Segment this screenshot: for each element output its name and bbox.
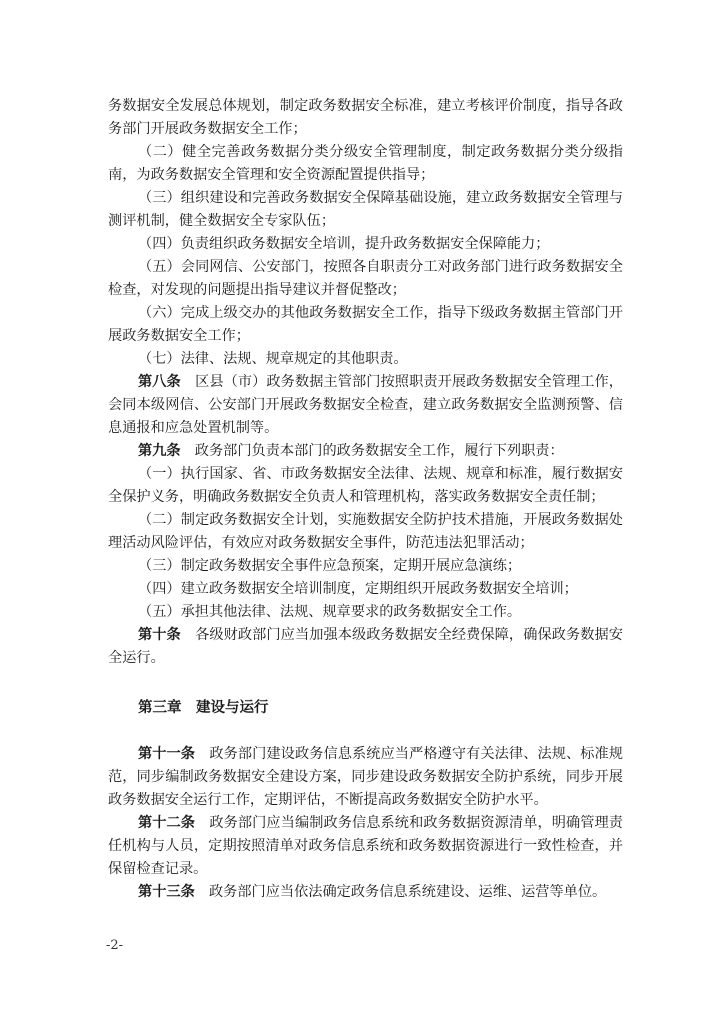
paragraph-text: 各级财政部门应当加强本级政务数据安全经费保障，确保政务数据安全运行。 bbox=[108, 627, 623, 666]
article-heading: 第十三条 bbox=[138, 884, 195, 900]
page-number: -2- bbox=[106, 938, 124, 953]
paragraph bbox=[108, 440, 623, 463]
paragraph bbox=[108, 624, 623, 670]
paragraph bbox=[108, 509, 623, 555]
paragraph-text: （六）完成上级交办的其他政务数据安全工作，指导下级政务数据主管部门开展政务数据安全工作； bbox=[108, 305, 623, 344]
article-heading: 第八条 bbox=[138, 374, 181, 390]
article-heading: 第十二条 bbox=[138, 815, 196, 831]
article-heading: 第十一条 bbox=[138, 746, 196, 762]
paragraph-text: 务数据安全发展总体规划，制定政务数据安全标准，建立考核评价制度，指导各政务部门开展政务数据安全工作； bbox=[108, 98, 623, 137]
paragraph bbox=[108, 256, 623, 302]
paragraph-text: （四）建立政务数据安全培训制度，定期组织开展政务数据安全培训； bbox=[138, 581, 578, 597]
paragraph-text: （一）执行国家、省、市政务数据安全法律、法规、规章和标准，履行数据安全保护义务，明确政务数据安全负责人和管理机构，落实政务数据安全责任制； bbox=[108, 466, 623, 505]
paragraph bbox=[108, 187, 623, 233]
paragraph bbox=[108, 95, 623, 141]
article-heading: 第九条 bbox=[138, 443, 181, 459]
paragraph-text: （五）会同网信、公安部门，按照各自职责分工对政务部门进行政务数据安全检查，对发现的问题提出指导建议并督促整改； bbox=[108, 259, 623, 298]
paragraph bbox=[108, 743, 623, 812]
paragraph bbox=[108, 463, 623, 509]
paragraph bbox=[108, 141, 623, 187]
paragraph bbox=[108, 601, 623, 624]
document-body-bottom bbox=[108, 743, 623, 904]
paragraph bbox=[108, 348, 623, 371]
paragraph-text: 政务部门负责本部门的政务数据安全工作，履行下列职责： bbox=[180, 443, 564, 459]
paragraph-text: （三）组织建设和完善政务数据安全保障基础设施，建立政务数据安全管理与测评机制，健全数据安全专家队伍； bbox=[108, 190, 623, 229]
document-page bbox=[108, 95, 623, 904]
article-heading: 第十条 bbox=[138, 627, 181, 643]
paragraph-text: （二）健全完善政务数据分类分级安全管理制度，制定政务数据分类分级指南，为政务数据安全管理和安全资源配置提供指导； bbox=[108, 144, 623, 183]
paragraph-text: 区县（市）政务数据主管部门按照职责开展政务数据安全管理工作，会同本级网信、公安部门开展政务数据安全检查，建立政务数据安全监测预警、信息通报和应急处置机制等。 bbox=[108, 374, 623, 436]
paragraph bbox=[108, 812, 623, 881]
paragraph-text: （二）制定政务数据安全计划，实施数据安全防护技术措施，开展政务数据处理活动风险评估，有效应对政务数据安全事件，防范违法犯罪活动； bbox=[108, 512, 623, 551]
paragraph bbox=[108, 302, 623, 348]
paragraph-text: 政务部门建设政务信息系统应当严格遵守有关法律、法规、标准规范，同步编制政务数据安全建设方案，同步建设政务数据安全防护系统，同步开展政务数据安全运行工作，定期评估，不断提高政务数据安全防护水平。 bbox=[108, 746, 623, 808]
paragraph-text: （七）法律、法规、规章规定的其他职责。 bbox=[138, 351, 408, 367]
paragraph-text: （三）制定政务数据安全事件应急预案，定期开展应急演练； bbox=[138, 558, 522, 574]
chapter-title: 第三章 建设与运行 bbox=[138, 699, 269, 716]
paragraph-text: （四）负责组织政务数据安全培训，提升政务数据安全保障能力； bbox=[138, 236, 550, 252]
paragraph bbox=[108, 371, 623, 440]
paragraph bbox=[108, 555, 623, 578]
paragraph bbox=[108, 578, 623, 601]
paragraph bbox=[108, 881, 623, 904]
paragraph-text: 政务部门应当依法确定政务信息系统建设、运维、运营等单位。 bbox=[194, 884, 607, 900]
paragraph-text: 政务部门应当编制政务信息系统和政务数据资源清单，明确管理责任机构与人员，定期按照清单对政务信息系统和政务数据资源进行一致性检查，并保留检查记录。 bbox=[108, 815, 623, 877]
paragraph-text: （五）承担其他法律、法规、规章要求的政务数据安全工作。 bbox=[138, 604, 522, 620]
paragraph bbox=[108, 233, 623, 256]
document-body-top bbox=[108, 95, 623, 670]
